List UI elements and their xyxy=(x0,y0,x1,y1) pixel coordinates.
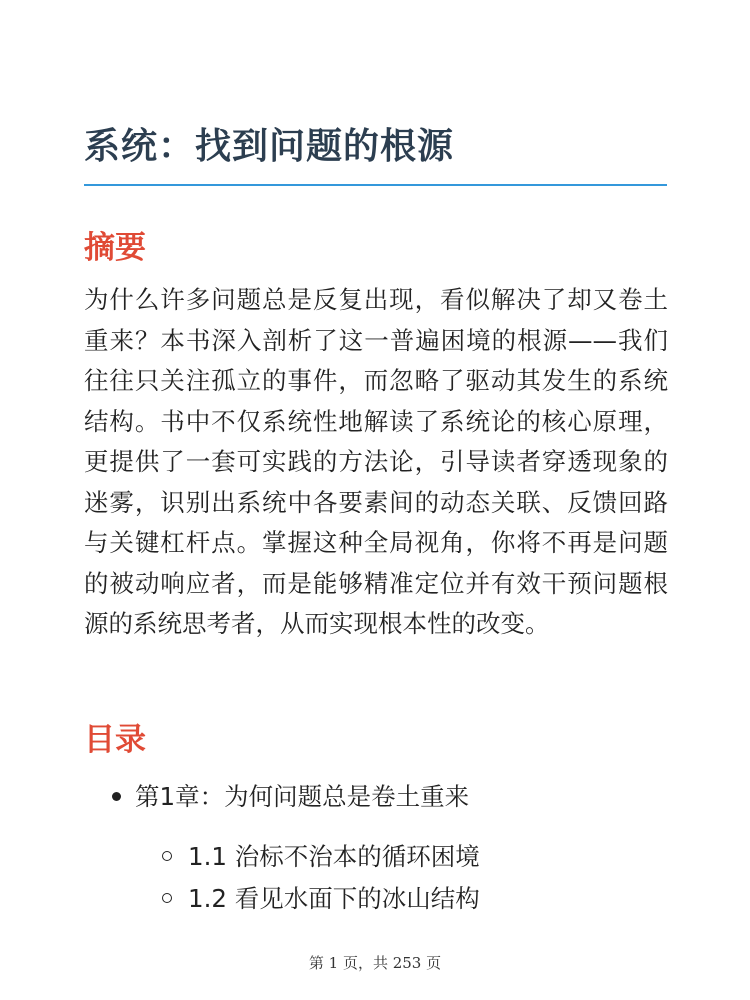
summary-paragraph: 为什么许多问题总是反复出现，看似解决了却又卷土重来？本书深入剖析了这一普遍困境的根源——我们往往只关注孤立的事件，而忽略了驱动其发生的系统结构。书中不仅系统性地解读了系统论的核心原理，更提供了一套可实践的方法论，引导读者穿透现象的迷雾，识别出系统中各要素间的动态关联、反馈回路与关键杠杆点。掌握这种全局视角，你将不再是问题的被动响应者，而是能够精准定位并有效干预问题根源的系统思考者，从而实现根本性的改变。 xyxy=(84,285,668,638)
hollow-bullet-icon xyxy=(162,893,172,903)
toc-section-item[interactable] xyxy=(162,838,480,873)
toc-heading: 目录 xyxy=(84,722,146,758)
toc-section-label: 1.1 治标不治本的循环困境 xyxy=(188,842,480,871)
toc-section-item[interactable] xyxy=(162,880,480,915)
title-divider xyxy=(84,184,667,186)
summary-heading: 摘要 xyxy=(84,230,146,266)
page-footer: 第 1 页，共 253 页 xyxy=(308,954,442,972)
bullet-icon xyxy=(112,792,121,801)
toc-chapter-item[interactable] xyxy=(112,778,469,813)
page-title: 系统：找到问题的根源 xyxy=(84,126,455,167)
toc-section-label: 1.2 看见水面下的冰山结构 xyxy=(188,884,480,913)
hollow-bullet-icon xyxy=(162,851,172,861)
toc-chapter-label: 第1章：为何问题总是卷土重来 xyxy=(135,782,470,811)
